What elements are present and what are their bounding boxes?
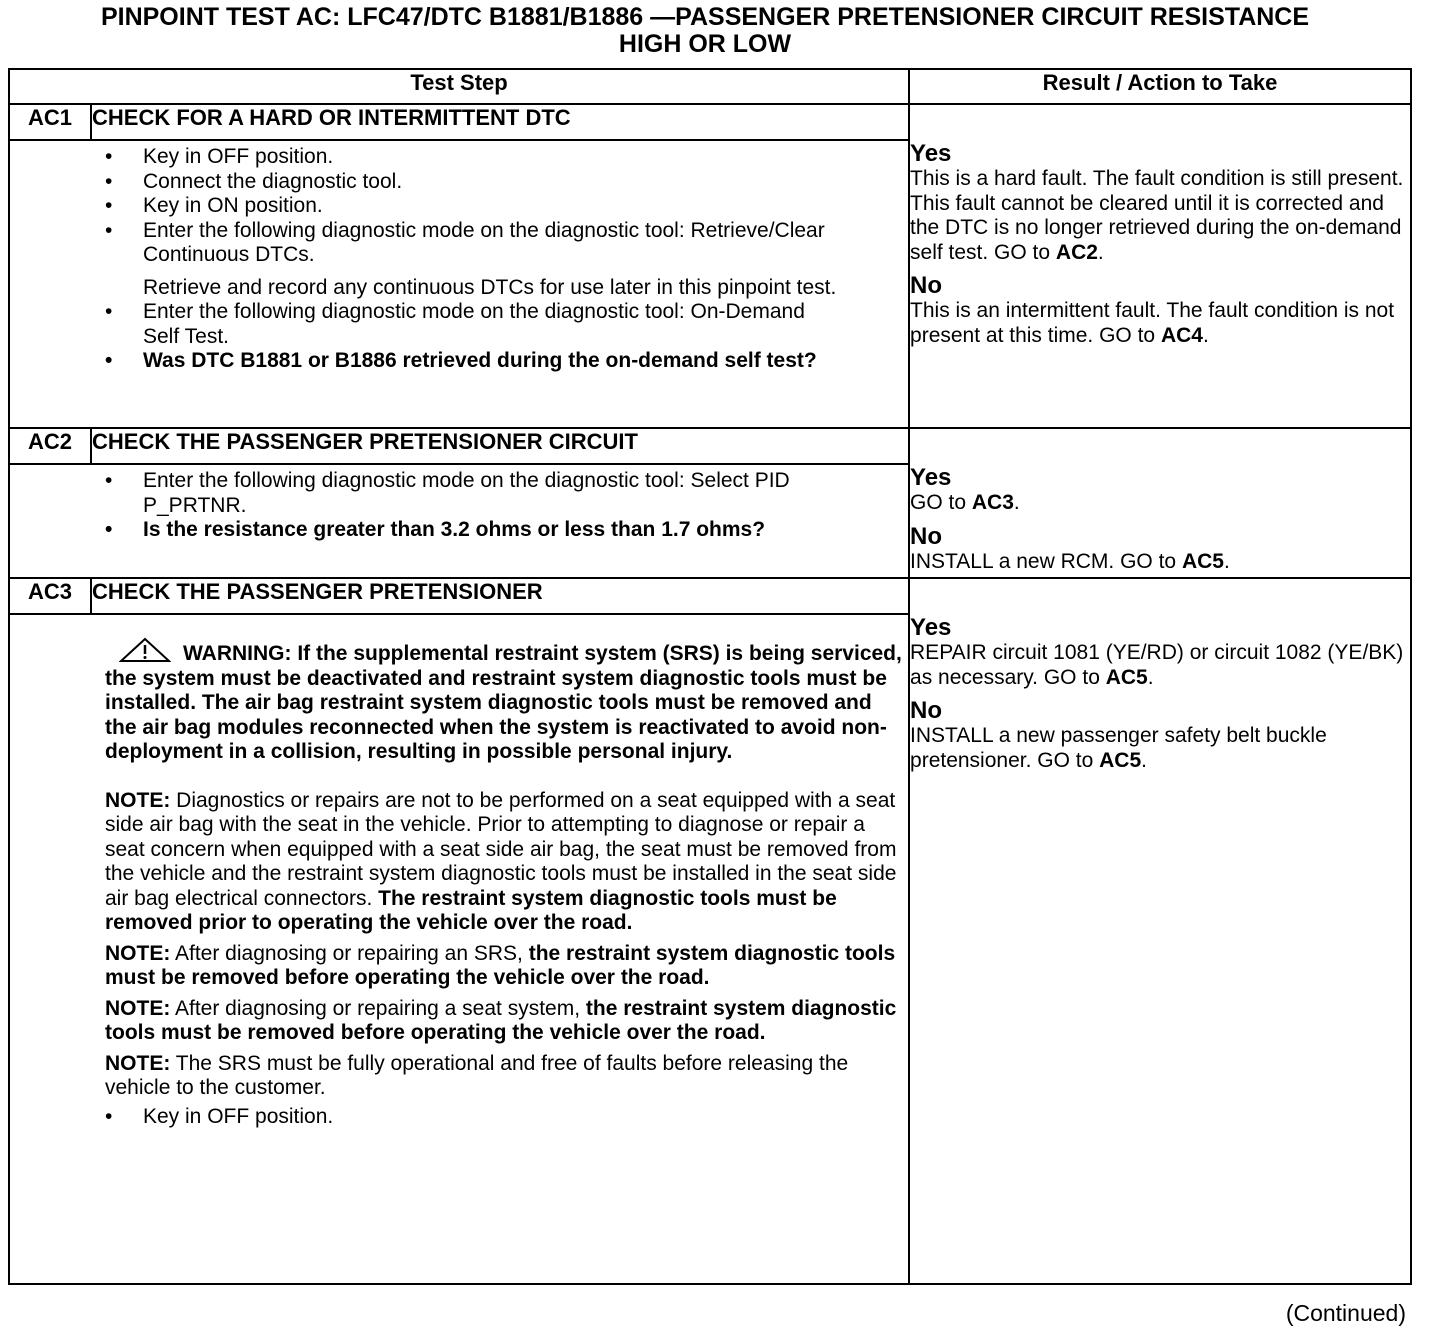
note-text: After diagnosing or repairing an SRS, bbox=[170, 941, 529, 965]
no-label: No bbox=[910, 272, 943, 299]
step-body-ac2 bbox=[9, 464, 909, 578]
list-item: • Enter the following diagnostic mode on the diagnostic tool: Select PID P_PRTNR. bbox=[105, 469, 908, 518]
result-ac2: Yes GO to AC3. No INSTALL a new RCM. GO to AC5. bbox=[909, 428, 1411, 578]
list-item: • Key in OFF position. bbox=[105, 145, 908, 170]
pinpoint-test-table bbox=[8, 68, 1412, 1285]
list-item: • Key in ON position. bbox=[105, 194, 908, 219]
title-line-2: HIGH OR LOW bbox=[618, 30, 792, 58]
yes-text: GO to bbox=[910, 491, 972, 514]
step-ac1-title-row bbox=[9, 104, 1411, 140]
note-label: NOTE: bbox=[105, 941, 171, 965]
bullet-list bbox=[10, 145, 908, 268]
no-goto-link[interactable]: AC4 bbox=[1160, 323, 1203, 347]
question-item: • Was DTC B1881 or B1886 retrieved during the on-demand self test? bbox=[105, 349, 908, 374]
note-emphasis: The restraint system diagnostic tools must be removed prior to operating the vehicle over the road. bbox=[105, 886, 837, 934]
no-text: INSTALL a new RCM. GO to bbox=[910, 549, 1182, 573]
result-header: Result / Action to Take bbox=[909, 69, 1411, 104]
note-text: The SRS must be fully operational and free of faults before releasing the vehicle to the customer. bbox=[105, 1051, 849, 1099]
note-text: Diagnostics or repairs are not to be performed on a seat equipped with a seat side air bag with the seat in the vehicle. Prior to attempting to diagnose or repair a seat concern when equipped with a seat side air bag, the seat must be removed from the vehicle and the restraint system diagnostic tools must be installed in the seat side air bag electrical connectors. bbox=[105, 788, 897, 910]
yes-label: Yes bbox=[910, 464, 952, 491]
note-emphasis: the restraint system diagnostic tools must be removed before operating the vehicle over the road. bbox=[105, 996, 897, 1044]
instruction-text: Retrieve and record any continuous DTCs for use later in this pinpoint test. bbox=[143, 275, 837, 299]
yes-text: This is a hard fault. The fault condition is still present. This fault cannot be cleared until it is corrected and the DTC is no longer retrieved during the on-demand self test. GO to bbox=[910, 167, 1404, 264]
step-title-ac3: CHECK THE PASSENGER PRETENSIONER bbox=[91, 578, 909, 614]
result-ac1: Yes This is a hard fault. The fault condition is still present. This fault cannot be cleared until it is corrected and the DTC is no longer retrieved during the on-demand self test. GO to AC2. No This is an intermittent fault. The fault condition is not present at this time. GO to AC4. bbox=[909, 104, 1411, 428]
step-ac2-title-row bbox=[9, 428, 1411, 464]
note-label: NOTE: bbox=[105, 1051, 171, 1075]
yes-text: REPAIR circuit 1081 (YE/RD) or circuit 1082 (YE/BK) as necessary. GO to bbox=[910, 641, 1404, 689]
no-text: INSTALL a new passenger safety belt buckle pretensioner. GO to bbox=[910, 724, 1327, 772]
list-item: • Enter the following diagnostic mode on the diagnostic tool: Retrieve/Clear Continuous DTCs. bbox=[105, 219, 908, 268]
note-2 bbox=[105, 942, 908, 991]
step-body-ac3 bbox=[9, 614, 909, 1284]
no-label: No bbox=[910, 522, 943, 550]
note-emphasis: the restraint system diagnostic tools must be removed before operating the vehicle over the road. bbox=[105, 941, 896, 989]
header-row bbox=[9, 69, 1411, 104]
step-title-ac2: CHECK THE PASSENGER PRETENSIONER CIRCUIT bbox=[91, 428, 909, 464]
yes-goto-link[interactable]: AC5 bbox=[1105, 665, 1148, 689]
note-label: NOTE: bbox=[105, 788, 171, 812]
step-id-ac3: AC3 bbox=[9, 578, 91, 614]
list-item: • Connect the diagnostic tool. bbox=[105, 170, 908, 195]
list-item: • Key in OFF position. bbox=[105, 1105, 908, 1130]
no-goto-link[interactable]: AC5 bbox=[1099, 748, 1142, 772]
yes-label: Yes bbox=[910, 614, 952, 641]
question-item: • Is the resistance greater than 3.2 ohms or less than 1.7 ohms? bbox=[105, 518, 908, 543]
yes-label: Yes bbox=[910, 140, 952, 167]
step-id-ac1: AC1 bbox=[9, 104, 91, 140]
result-ac3: Yes REPAIR circuit 1081 (YE/RD) or circuit 1082 (YE/BK) as necessary. GO to AC5. No INSTALL a new passenger safety belt buckle pretensioner. GO to AC5. bbox=[909, 578, 1411, 1284]
no-text: This is an intermittent fault. The fault condition is not present at this time. GO to bbox=[910, 299, 1395, 347]
warning-text: WARNING: If the supplemental restraint system (SRS) is being serviced, the system must be deactivated and restraint system diagnostic tools must be installed. The air bag restraint system diagnostic tools must be removed and the air bag modules reconnected when the system is reactivated to avoid non-deployment in a collision, resulting in possible personal injury. bbox=[105, 642, 902, 763]
bullet-list bbox=[10, 469, 908, 543]
bullet-list bbox=[10, 1105, 908, 1130]
note-1 bbox=[105, 789, 908, 936]
page-title bbox=[0, 4, 1410, 58]
continued-label: (Continued) bbox=[1285, 1300, 1406, 1326]
warning-triangle-icon bbox=[119, 637, 171, 663]
test-step-header: Test Step bbox=[9, 69, 909, 104]
bullet-list bbox=[10, 300, 908, 374]
warning-block bbox=[105, 637, 908, 765]
note-text: After diagnosing or repairing a seat system, bbox=[170, 996, 586, 1020]
step-title-ac1: CHECK FOR A HARD OR INTERMITTENT DTC bbox=[91, 104, 909, 140]
no-goto-link[interactable]: AC5 bbox=[1181, 549, 1224, 573]
yes-goto-link[interactable]: AC2 bbox=[1055, 240, 1098, 264]
title-line-1: PINPOINT TEST AC: LFC47/DTC B1881/B1886 —PASSENGER PRETENSIONER CIRCUIT RESISTANCE bbox=[100, 3, 1310, 31]
no-label: No bbox=[910, 697, 943, 724]
yes-goto-link[interactable]: AC3 bbox=[971, 491, 1014, 514]
step-id-ac2: AC2 bbox=[9, 428, 91, 464]
step-ac3-title-row bbox=[9, 578, 1411, 614]
note-4 bbox=[105, 1052, 908, 1101]
note-label: NOTE: bbox=[105, 996, 171, 1020]
note-3 bbox=[105, 997, 908, 1046]
list-item: • Enter the following diagnostic mode on the diagnostic tool: On-Demand Self Test. bbox=[105, 300, 908, 349]
step-body-ac1 bbox=[9, 140, 909, 428]
